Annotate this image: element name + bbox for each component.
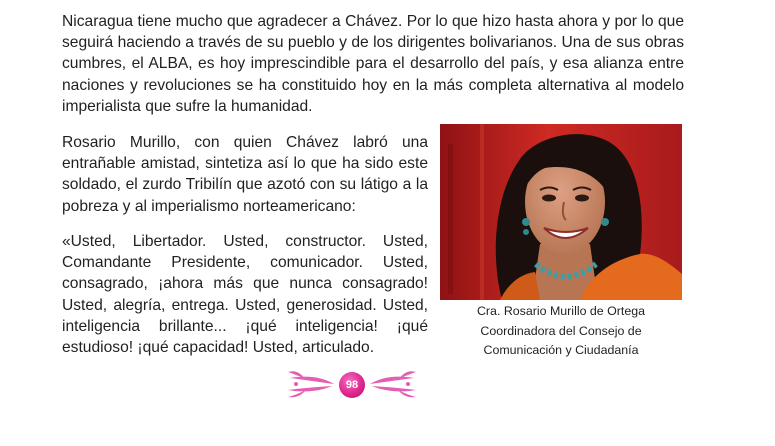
caption-line: Comunicación y Ciudadanía: [483, 343, 639, 357]
caption-line: Coordinadora del Consejo de: [480, 323, 642, 338]
photo-caption: [440, 302, 682, 361]
body-paragraph-2: Rosario Murillo, con quien Chávez labró una entrañable amistad, sintetiza así lo que ha sido este soldado, el zurdo Tribilín que azotó con su látigo a la pobreza y al imperialismo norteamericano:: [62, 134, 428, 215]
portrait-illustration: [440, 124, 682, 300]
page-footer: [282, 364, 422, 404]
quote-paragraph: «Usted, Libertador. Usted, constructor. Usted, Comandante Presidente, comunicador. Usted, consagrado, ¡ahora más que nunca consagrado! Usted, alegría, entrega. Usted, generosidad. Usted, inteligencia brillante... ¡qué inteligencia! ¡qué estudioso! ¡qué capacidad! Usted, articulado.: [62, 233, 428, 357]
caption-line: Cra. Rosario Murillo de Ortega: [476, 304, 646, 318]
page-number: 98: [339, 372, 365, 398]
body-paragraph-1: Nicaragua tiene mucho que agradecer a Chávez. Por lo que hizo hasta ahora y por lo que seguirá haciendo a través de su pueblo y de los dirigentes bolivarianos. Una de sus obras cumbres, el ALBA, es hoy imprescindible para el desarrollo del país, y esa alianza entre naciones y revoluciones se ha constituido hoy en la más completa alternativa al modelo imperialista que sufre la humanidad.: [62, 13, 684, 115]
portrait-photo: [440, 124, 682, 300]
